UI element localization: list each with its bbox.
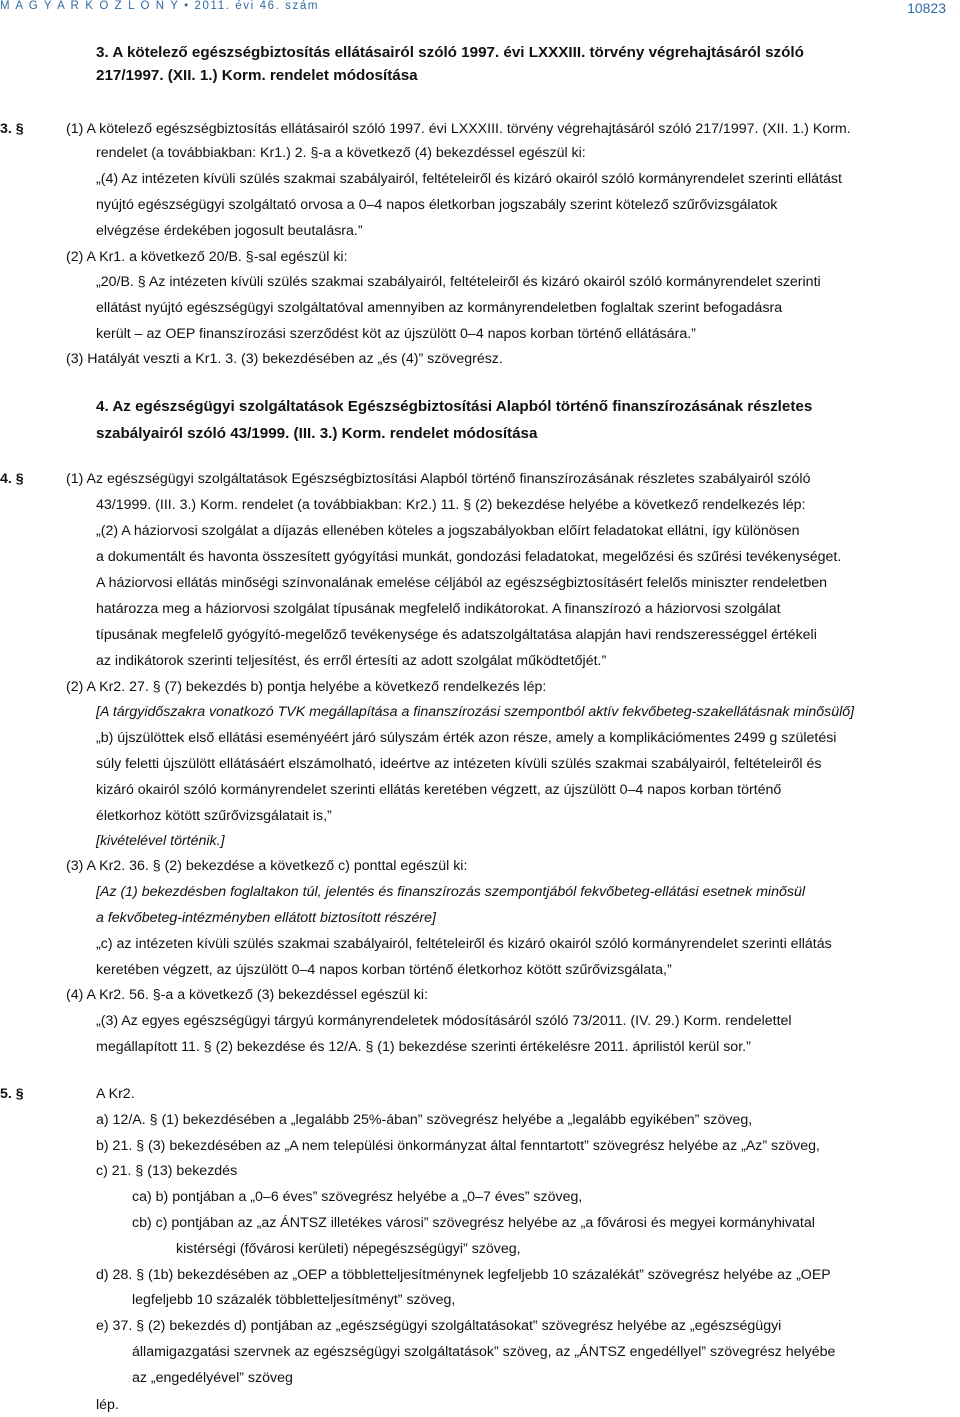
text-line: „(2) A háziorvosi szolgálat a díjazás ellenében köteles a jogszabályokban előírt feladatokat ellátni, így különösen (96, 523, 800, 539)
section-heading-line: 217/1997. (XII. 1.) Korm. rendelet módosítása (96, 67, 418, 84)
text-line: került – az OEP finanszírozási szerződést köt az újszülött 0–4 napos korban történő ellátására.” (96, 326, 696, 342)
text-line: államigazgatási szervnek az egészségügyi szolgáltatások” szöveg, az „ÁNTSZ engedéllyel” szövegrész helyébe (132, 1344, 836, 1360)
text-line: [A tárgyidőszakra vonatkozó TVK megállapítása a finanszírozási szempontból aktív fekvőbeteg-szakellátásnak minősülő] (96, 704, 855, 720)
section-number: 3. § (0, 121, 24, 137)
text-line: az „engedélyével” szöveg (132, 1370, 293, 1386)
text-line: rendelet (a továbbiakban: Kr1.) 2. §-a a következő (4) bekezdéssel egészül ki: (96, 145, 586, 161)
page-number: 10823 (907, 0, 946, 16)
section-heading-line: 4. Az egészségügyi szolgáltatások Egészségbiztosítási Alapból történő finanszírozásának részletes (96, 398, 813, 415)
text-line: (1) A kötelező egészségbiztosítás ellátásairól szóló 1997. évi LXXXIII. törvény végrehajtásáról szóló 217/1997. (XII. 1.) Korm. (66, 121, 851, 137)
text-line: A Kr2. (96, 1086, 135, 1102)
text-line: súly feletti újszülött ellátásáért elszámolható, ideértve az intézeten kívüli szülés szakmai szabályairól, feltételeiről és (96, 756, 822, 772)
text-line: „(3) Az egyes egészségügyi tárgyú kormányrendeletek módosításáról szóló 73/2011. (IV. 29.) Korm. rendelettel (96, 1013, 792, 1029)
text-line: b) 21. § (3) bekezdésében az „A nem települési önkormányzat által fenntartott” szövegrész helyébe az „Az” szöveg, (96, 1138, 820, 1154)
text-line: legfeljebb 10 százalék többletteljesítményt” szöveg, (132, 1292, 456, 1308)
text-line: „c) az intézeten kívüli szülés szakmai szabályairól, feltételeiről és kizáró okairól szóló kormányrendelet szerinti ellátás (96, 936, 832, 952)
text-line: c) 21. § (13) bekezdés (96, 1163, 238, 1179)
page-header (0, 0, 960, 14)
text-line: 43/1999. (III. 3.) Korm. rendelet (a továbbiakban: Kr2.) 11. § (2) bekezdése helyébe a következő rendelkezés lép: (96, 497, 806, 513)
text-line: (3) Hatályát veszti a Kr1. 3. (3) bekezdésében az „és (4)” szövegrész. (66, 351, 503, 367)
text-line: életkorhoz kötött szűrővizsgálatait is,” (96, 808, 332, 824)
section-heading-line: szabályairól szóló 43/1999. (III. 3.) Korm. rendelet módosítása (96, 425, 538, 442)
text-line: elvégzése érdekében jogosult beutalásra.” (96, 223, 363, 239)
text-line: ca) b) pontjában a „0–6 éves” szövegrész helyébe a „0–7 éves” szöveg, (132, 1189, 583, 1205)
text-line: az indikátorok szerinti teljesítést, és erről értesíti az adott szolgálat működtetőjét.” (96, 653, 607, 669)
text-line: keretében végzett, az újszülött 0–4 napos korban történő életkorhoz kötött szűrővizsgálata,” (96, 962, 672, 978)
text-line: kistérségi (fővárosi kerületi) népegészségügyi” szöveg, (176, 1241, 521, 1257)
section-heading-line: 3. A kötelező egészségbiztosítás ellátásairól szóló 1997. évi LXXXIII. törvény végrehajtásáról szóló (96, 44, 804, 61)
text-line: d) 28. § (1b) bekezdésében az „OEP a többletteljesítménynek legfeljebb 10 százalékát” szövegrész helyébe az „OEP (96, 1267, 831, 1283)
text-line: [kivételével történik.] (96, 833, 225, 849)
text-line: e) 37. § (2) bekezdés d) pontjában az „egészségügyi szolgáltatásokat” szövegrész helyébe az „egészségügyi (96, 1318, 782, 1334)
text-line: típusának megfelelő gyógyító-megelőző tevékenysége és adatszolgáltatása alapján havi rendszerességgel értékeli (96, 627, 817, 643)
text-line: ellátást nyújtó egészségügyi szolgáltatóval amennyiben az kormányrendeletben foglaltak szerint befogadásra (96, 300, 783, 316)
text-line: „(4) Az intézeten kívüli szülés szakmai szabályairól, feltételeiről és kizáró okairól szóló kormányrendelet szerinti ellátást (96, 171, 842, 187)
text-line: cb) c) pontjában az „az ÁNTSZ illetékes városi” szövegrész helyébe az „a fővárosi és megyei kormányhivatal (132, 1215, 815, 1231)
text-line: A háziorvosi ellátás minőségi színvonalának emelése céljából az egészségbiztosításért felelős miniszter rendeletben (96, 575, 828, 591)
text-line: (4) A Kr2. 56. §-a a következő (3) bekezdéssel egészül ki: (66, 987, 428, 1003)
section-number: 4. § (0, 471, 24, 487)
text-line: lép. (96, 1397, 119, 1413)
section-number: 5. § (0, 1086, 24, 1102)
journal-title: M A G Y A R K Ö Z L Ö N Y • 2011. évi 46. szám (0, 0, 320, 12)
text-line: a dokumentált és havonta összesített gyógyítási munkát, gondozási feladatokat, megelőzési és szűrési tevékenységet. (96, 549, 842, 565)
text-line: (2) A Kr1. a következő 20/B. §-sal egészül ki: (66, 249, 348, 265)
text-line: megállapított 11. § (2) bekezdése és 12/A. § (1) bekezdése szerinti értékelésre 2011. áprilistól kerül sor.” (96, 1039, 751, 1055)
text-line: nyújtó egészségügyi szolgáltató orvosa a 0–4 napos életkorban jogszabály szerint kötelező szűrővizsgálatok (96, 197, 778, 213)
text-line: (2) A Kr2. 27. § (7) bekezdés b) pontja helyébe a következő rendelkezés lép: (66, 679, 547, 695)
text-line: a fekvőbeteg-intézményben ellátott biztosított részére] (96, 910, 436, 926)
text-line: (1) Az egészségügyi szolgáltatások Egészségbiztosítási Alapból történő finanszírozásának részletes szabályairól szóló (66, 471, 811, 487)
text-line: „20/B. § Az intézeten kívüli szülés szakmai szabályairól, feltételeiről és kizáró okairól szóló kormányrendelet szerinti (96, 274, 821, 290)
text-line: határozza meg a háziorvosi szolgálat típusának megfelelő indikátorokat. A finanszírozó a háziorvosi szolgálat (96, 601, 781, 617)
text-line: a) 12/A. § (1) bekezdésében a „legalább 25%-ában” szövegrész helyébe a „legalább egyikében” szöveg, (96, 1112, 753, 1128)
text-line: „b) újszülöttek első ellátási eseményéért járó súlyszám érték azon része, amely a komplikációmentes 2499 g születési (96, 730, 837, 746)
text-line: (3) A Kr2. 36. § (2) bekezdése a következő c) ponttal egészül ki: (66, 858, 468, 874)
text-line: kizáró okairól szóló kormányrendelet szerinti ellátás keretében végzett, az újszülött 0–4 napos korban történő (96, 782, 782, 798)
text-line: [Az (1) bekezdésben foglaltakon túl, jelentés és finanszírozás szempontjából fekvőbeteg-ellátási esetnek minősül (96, 884, 805, 900)
